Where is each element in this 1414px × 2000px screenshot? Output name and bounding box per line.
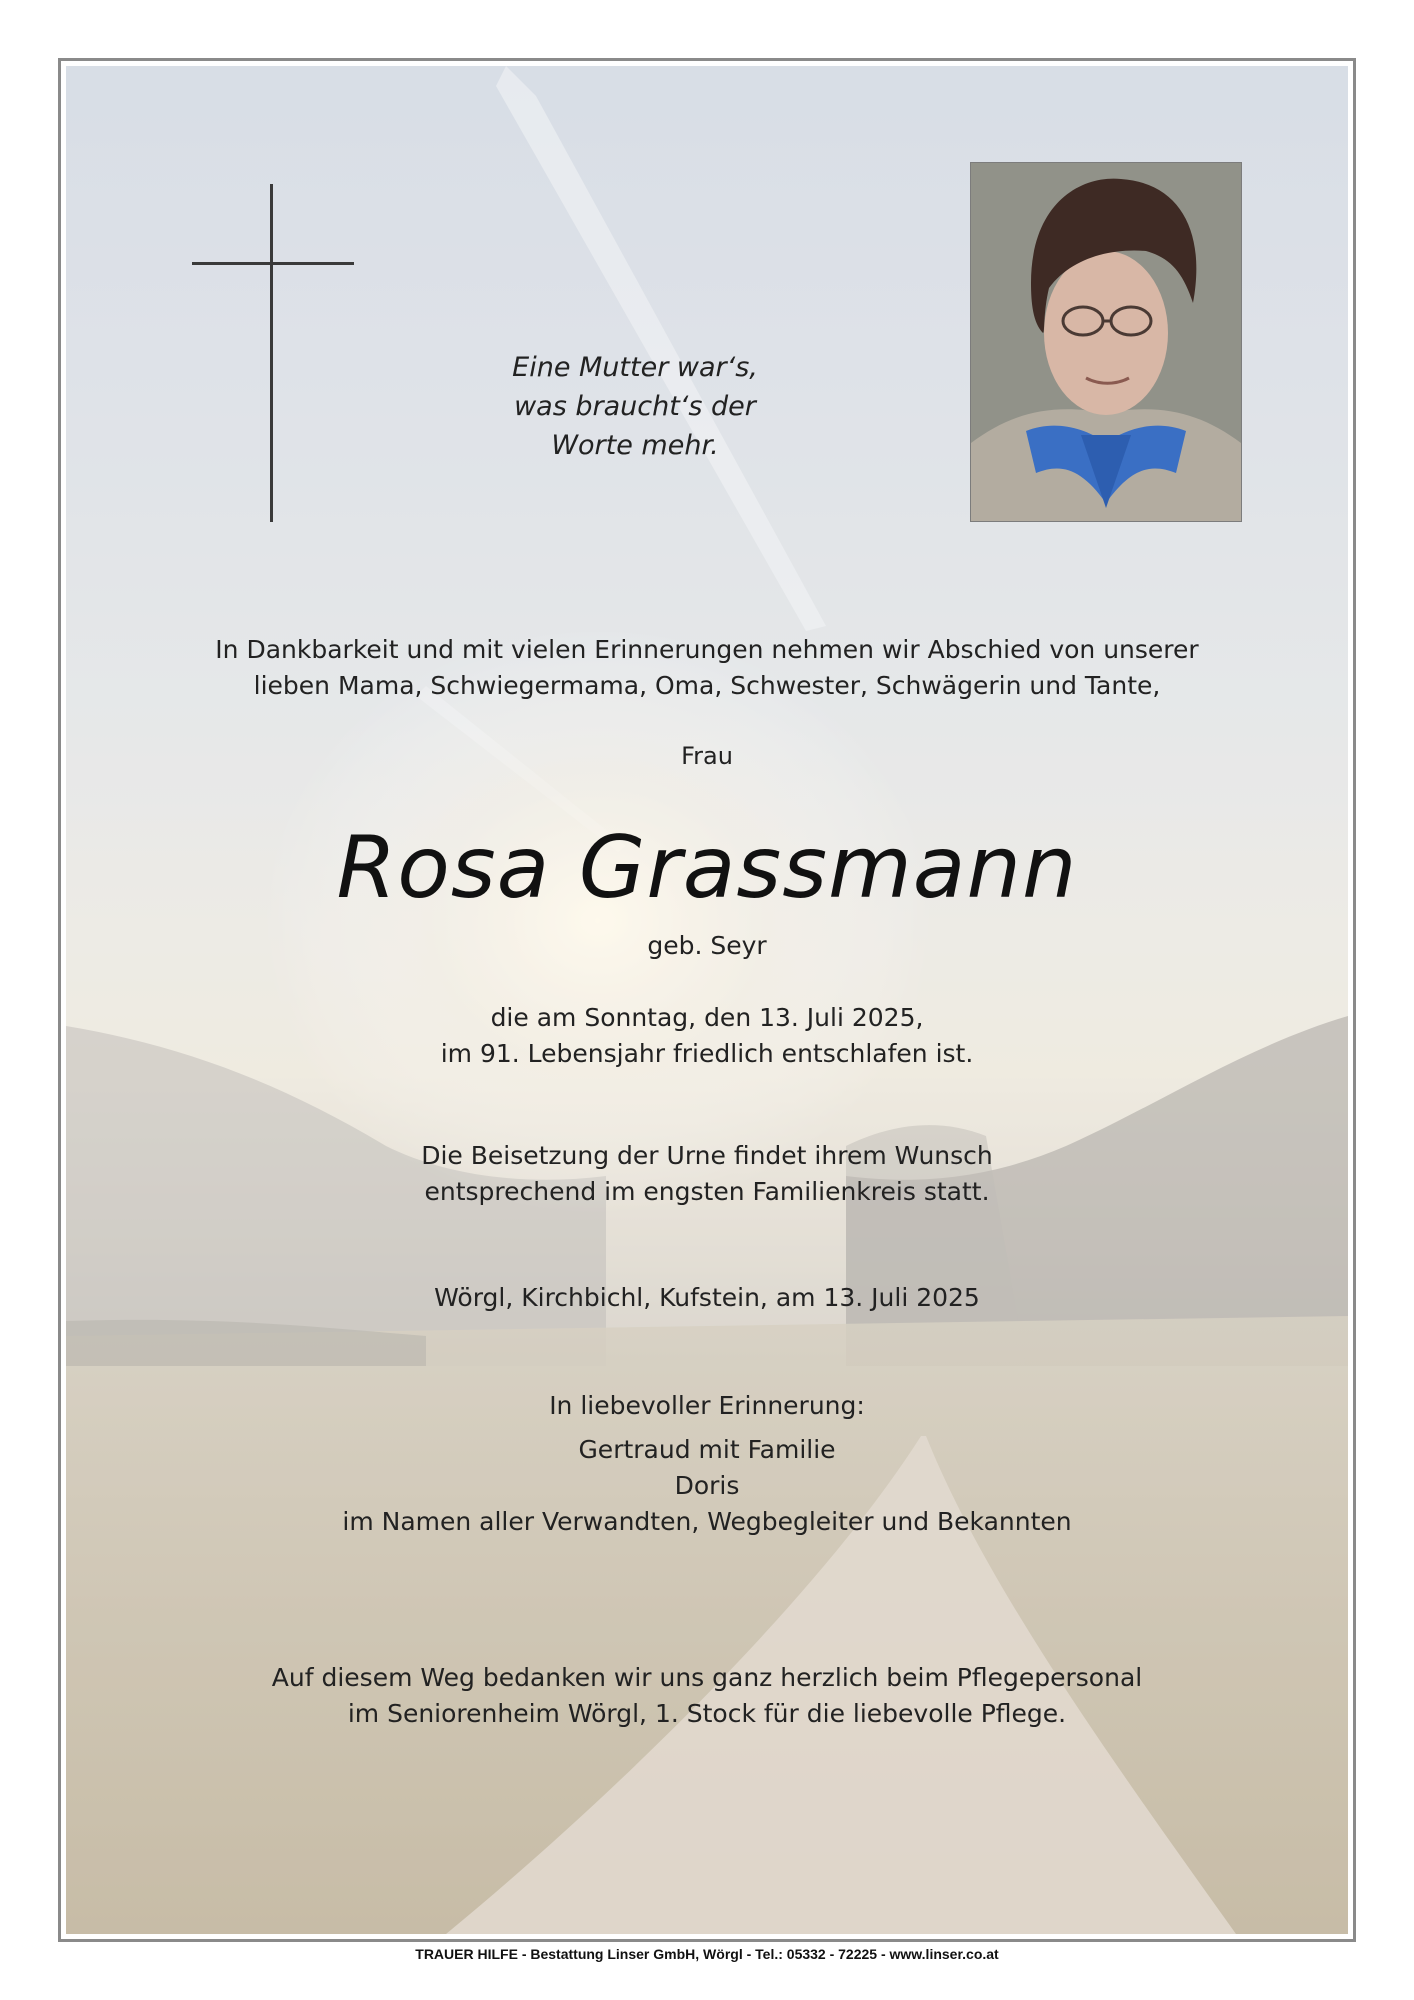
mourners-list: [100, 1432, 1314, 1540]
salutation: Frau: [681, 742, 733, 770]
intro-line: lieben Mama, Schwiegermama, Oma, Schwester, Schwägerin und Tante,: [253, 671, 1161, 700]
memorial-quote: [440, 348, 830, 465]
death-notice: [100, 1000, 1314, 1072]
footer-imprint: TRAUER HILFE - Bestattung Linser GmbH, Wörgl - Tel.: 05332 - 72225 - www.linser.co.at: [415, 1946, 999, 1962]
portrait-photo: [970, 162, 1242, 522]
deceased-name: Rosa Grassmann: [336, 818, 1078, 918]
quote-line: was braucht‘s der: [514, 391, 756, 422]
burial-notice: [100, 1138, 1314, 1210]
thanks-line: im Seniorenheim Wörgl, 1. Stock für die liebevolle Pflege.: [347, 1699, 1067, 1728]
mourner-line: im Namen aller Verwandten, Wegbegleiter und Bekannten: [342, 1507, 1072, 1536]
mourner-line: Doris: [674, 1471, 740, 1500]
portrait-image: [971, 163, 1241, 521]
cross-icon: [270, 184, 273, 522]
memory-heading: In liebevoller Erinnerung:: [549, 1391, 865, 1420]
place-date: Wörgl, Kirchbichl, Kufstein, am 13. Juli 2025: [434, 1283, 980, 1312]
burial-line: entsprechend im engsten Familienkreis statt.: [424, 1177, 990, 1206]
death-notice-line: die am Sonntag, den 13. Juli 2025,: [490, 1003, 924, 1032]
death-notice-line: im 91. Lebensjahr friedlich entschlafen ist.: [440, 1039, 974, 1068]
quote-line: Worte mehr.: [551, 430, 719, 461]
thanks-line: Auf diesem Weg bedanken wir uns ganz herzlich beim Pflegepersonal: [271, 1663, 1143, 1692]
birth-name: geb. Seyr: [647, 931, 767, 960]
cross-icon-bar: [192, 262, 354, 265]
burial-line: Die Beisetzung der Urne findet ihrem Wunsch: [421, 1141, 993, 1170]
mourner-line: Gertraud mit Familie: [578, 1435, 836, 1464]
thanks-note: [100, 1660, 1314, 1732]
quote-line: Eine Mutter war‘s,: [512, 352, 758, 383]
intro-line: In Dankbarkeit und mit vielen Erinnerungen nehmen wir Abschied von unserer: [215, 635, 1199, 664]
intro-text: [100, 632, 1314, 704]
